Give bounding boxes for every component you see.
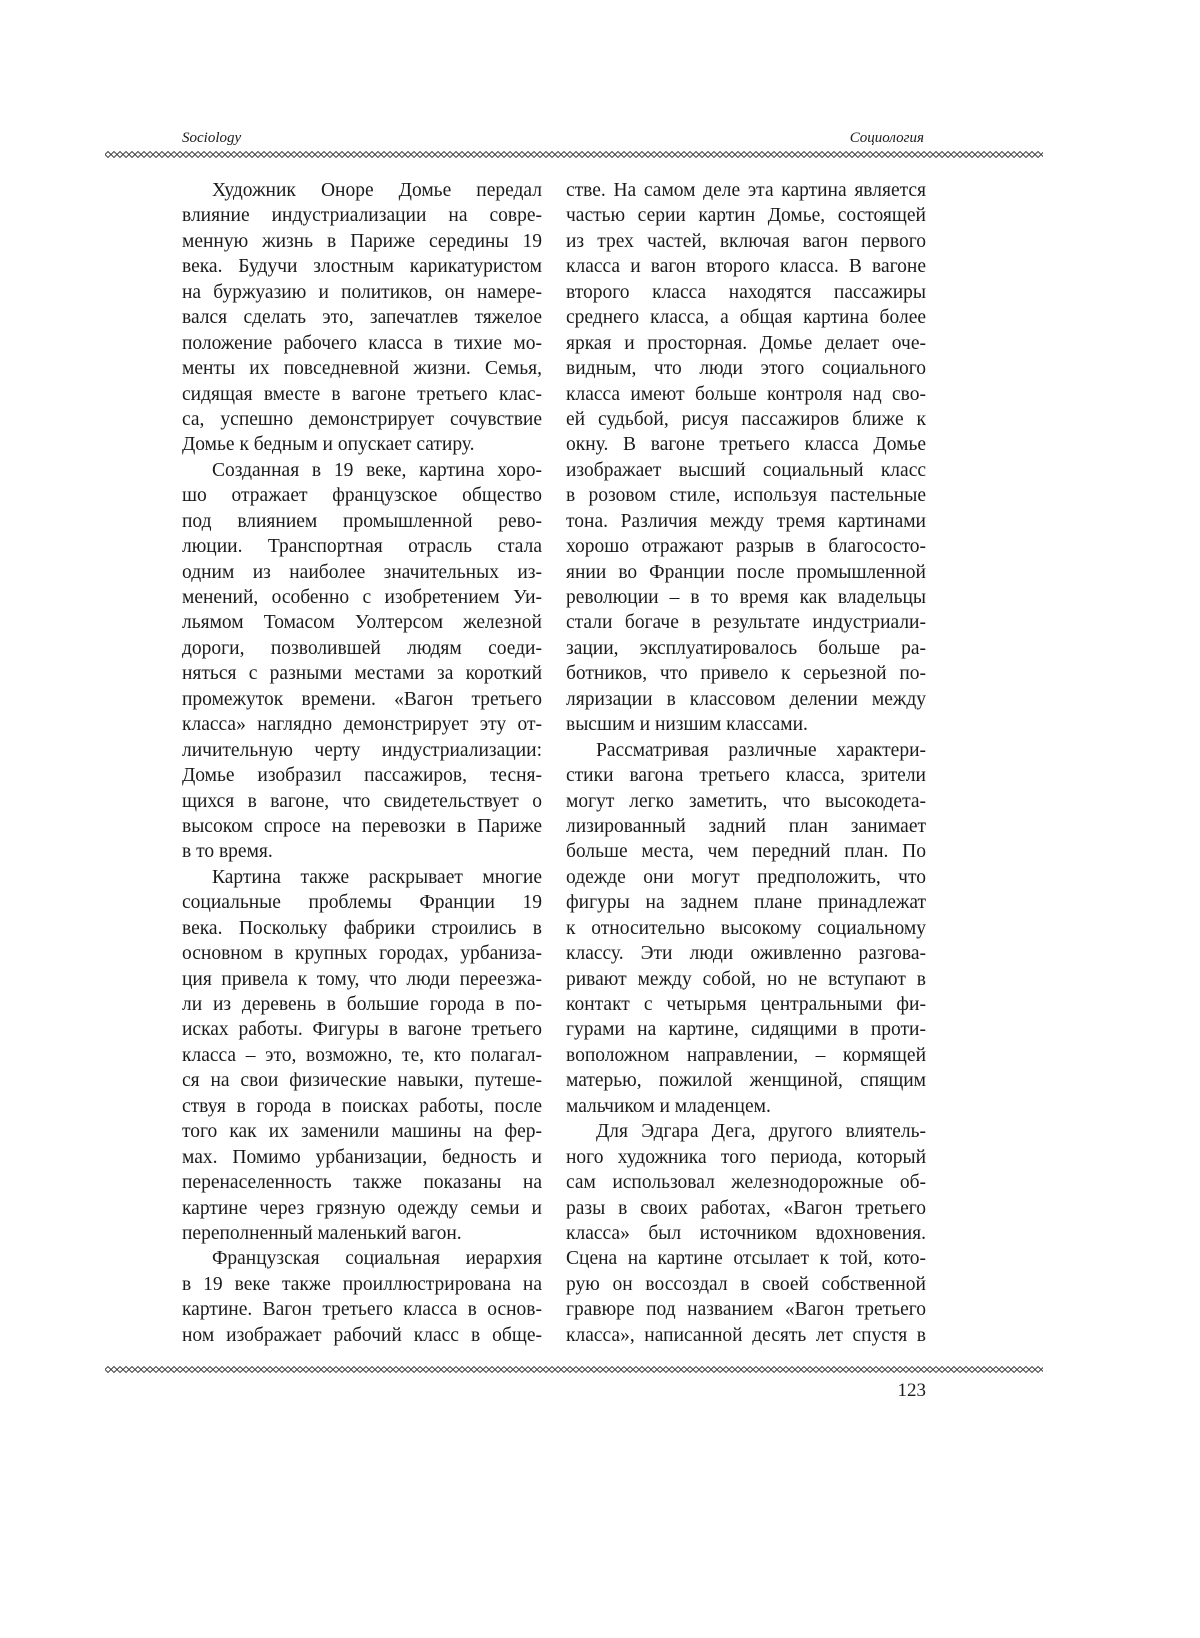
text-line: янии во Франции после промышленной: [566, 560, 926, 585]
text-column-left: [182, 178, 542, 1348]
text-line: частью серии картин Домье, состоящей: [566, 203, 926, 228]
text-line: изображает высший социальный класс: [566, 458, 926, 483]
text-column-right: [566, 178, 926, 1348]
paragraph: [182, 865, 542, 1247]
text-line: менную жизнь в Париже середины 19: [182, 229, 542, 254]
text-line: одним из наиболее значительных из-: [182, 560, 542, 585]
text-line: яркая и просторная. Домье делает оче-: [566, 331, 926, 356]
text-line: зации, эксплуатировалось больше ра-: [566, 636, 926, 661]
text-line: картине. Вагон третьего класса в основ-: [182, 1297, 542, 1322]
text-line: картине через грязную одежду семьи и: [182, 1196, 542, 1221]
text-line: высшим и низшим классами.: [566, 712, 926, 737]
text-line: мальчиком и младенцем.: [566, 1094, 926, 1119]
text-line: воположном направлении, – кормящей: [566, 1043, 926, 1068]
text-line: тона. Различия между тремя картинами: [566, 509, 926, 534]
text-line: личительную черту индустриализации:: [182, 738, 542, 763]
running-header-right: Социология: [850, 130, 924, 147]
text-line: Домье к бедным и опускает сатиру.: [182, 432, 542, 457]
paragraph: [566, 1119, 926, 1348]
text-line: хорошо отражают разрыв в благососто-: [566, 534, 926, 559]
text-line: больше места, чем передний план. По: [566, 839, 926, 864]
text-line: разы в своих работах, «Вагон третьего: [566, 1196, 926, 1221]
paragraph: [182, 178, 542, 458]
text-line: Художник Оноре Домье передал: [182, 178, 542, 203]
text-line: ли из деревень в большие города в по-: [182, 992, 542, 1017]
text-line: класса и вагон второго класса. В вагоне: [566, 254, 926, 279]
text-line: в то время.: [182, 839, 542, 864]
text-line: могут легко заметить, что высокодета-: [566, 789, 926, 814]
text-line: сидящая вместе в вагоне третьего клас-: [182, 382, 542, 407]
text-line: Сцена на картине отсылает к той, кото-: [566, 1246, 926, 1271]
text-line: льямом Томасом Уолтерсом железной: [182, 610, 542, 635]
text-line: стве. На самом деле эта картина является: [566, 178, 926, 203]
text-line: века. Поскольку фабрики строились в: [182, 916, 542, 941]
text-line: того как их заменили машины на фер-: [182, 1119, 542, 1144]
text-line: ном изображает рабочий класс в обще-: [182, 1323, 542, 1348]
text-line: классу. Эти люди оживленно разгова-: [566, 941, 926, 966]
running-header-left: Sociology: [182, 130, 241, 147]
text-line: под влиянием промышленной рево-: [182, 509, 542, 534]
text-line: Рассматривая различные характери-: [566, 738, 926, 763]
text-line: сам использовал железнодорожные об-: [566, 1170, 926, 1195]
text-line: класса» был источником вдохновения.: [566, 1221, 926, 1246]
text-line: люции. Транспортная отрасль стала: [182, 534, 542, 559]
paragraph: [182, 458, 542, 865]
text-line: класса – это, возможно, те, кто полагал-: [182, 1043, 542, 1068]
text-line: в розовом стиле, используя пастельные: [566, 483, 926, 508]
text-line: положение рабочего класса в тихие мо-: [182, 331, 542, 356]
text-line: ривают между собой, но не вступают в: [566, 967, 926, 992]
text-line: ствуя в города в поисках работы, после: [182, 1094, 542, 1119]
paragraph: [566, 178, 926, 738]
text-line: менений, особенно с изобретением Уи-: [182, 585, 542, 610]
text-line: вался сделать это, запечатлев тяжелое: [182, 305, 542, 330]
text-line: Домье изобразил пассажиров, тесня-: [182, 763, 542, 788]
text-line: няться с разными местами за короткий: [182, 661, 542, 686]
text-line: Для Эдгара Дега, другого влиятель-: [566, 1119, 926, 1144]
text-line: ция привела к тому, что люди переезжа-: [182, 967, 542, 992]
text-line: контакт с четырьмя центральными фи-: [566, 992, 926, 1017]
text-line: менты их повседневной жизни. Семья,: [182, 356, 542, 381]
paragraph: [182, 1246, 542, 1348]
text-line: промежуток времени. «Вагон третьего: [182, 687, 542, 712]
text-line: к относительно высокому социальному: [566, 916, 926, 941]
text-line: класса», написанной десять лет спустя в: [566, 1323, 926, 1348]
text-line: в 19 веке также проиллюстрирована на: [182, 1272, 542, 1297]
text-line: шо отражает французское общество: [182, 483, 542, 508]
text-line: стики вагона третьего класса, зрители: [566, 763, 926, 788]
text-line: класса имеют больше контроля над сво-: [566, 382, 926, 407]
text-line: стали богаче в результате индустриали-: [566, 610, 926, 635]
text-line: перенаселенность также показаны на: [182, 1170, 542, 1195]
text-line: рую он воссоздал в своей собственной: [566, 1272, 926, 1297]
text-line: ей судьбой, рисуя пассажиров ближе к: [566, 407, 926, 432]
text-line: ляризации в классовом делении между: [566, 687, 926, 712]
ornamental-divider-top: [105, 150, 1043, 159]
text-line: са, успешно демонстрирует сочувствие: [182, 407, 542, 432]
text-line: влияние индустриализации на совре-: [182, 203, 542, 228]
text-line: второго класса находятся пассажиры: [566, 280, 926, 305]
text-line: ботников, что привело к серьезной по-: [566, 661, 926, 686]
text-line: гравюре под названием «Вагон третьего: [566, 1297, 926, 1322]
text-line: основном в крупных городах, урбаниза-: [182, 941, 542, 966]
text-line: Картина также раскрывает многие: [182, 865, 542, 890]
text-line: окну. В вагоне третьего класса Домье: [566, 432, 926, 457]
text-line: среднего класса, а общая картина более: [566, 305, 926, 330]
text-line: Французская социальная иерархия: [182, 1246, 542, 1271]
text-line: мах. Помимо урбанизации, бедность и: [182, 1145, 542, 1170]
text-line: века. Будучи злостным карикатуристом: [182, 254, 542, 279]
text-line: на буржуазию и политиков, он намере-: [182, 280, 542, 305]
paragraph: [566, 738, 926, 1120]
page-number: 123: [898, 1380, 927, 1402]
text-line: лизированный задний план занимает: [566, 814, 926, 839]
text-line: матерью, пожилой женщиной, спящим: [566, 1068, 926, 1093]
text-line: гурами на картине, сидящими в проти-: [566, 1017, 926, 1042]
text-line: видным, что люди этого социального: [566, 356, 926, 381]
ornamental-divider-bottom: [105, 1365, 1043, 1374]
text-line: из трех частей, включая вагон первого: [566, 229, 926, 254]
text-line: одежде они могут предположить, что: [566, 865, 926, 890]
text-line: Созданная в 19 веке, картина хоро-: [182, 458, 542, 483]
text-line: ся на свои физические навыки, путеше-: [182, 1068, 542, 1093]
text-line: переполненный маленький вагон.: [182, 1221, 542, 1246]
text-line: фигуры на заднем плане принадлежат: [566, 890, 926, 915]
text-line: щихся в вагоне, что свидетельствует о: [182, 789, 542, 814]
text-line: ного художника того периода, который: [566, 1145, 926, 1170]
text-line: дороги, позволившей людям соеди-: [182, 636, 542, 661]
text-line: высоком спросе на перевозки в Париже: [182, 814, 542, 839]
text-line: исках работы. Фигуры в вагоне третьего: [182, 1017, 542, 1042]
text-line: революции – в то время как владельцы: [566, 585, 926, 610]
text-line: класса» наглядно демонстрирует эту от-: [182, 712, 542, 737]
text-line: социальные проблемы Франции 19: [182, 890, 542, 915]
